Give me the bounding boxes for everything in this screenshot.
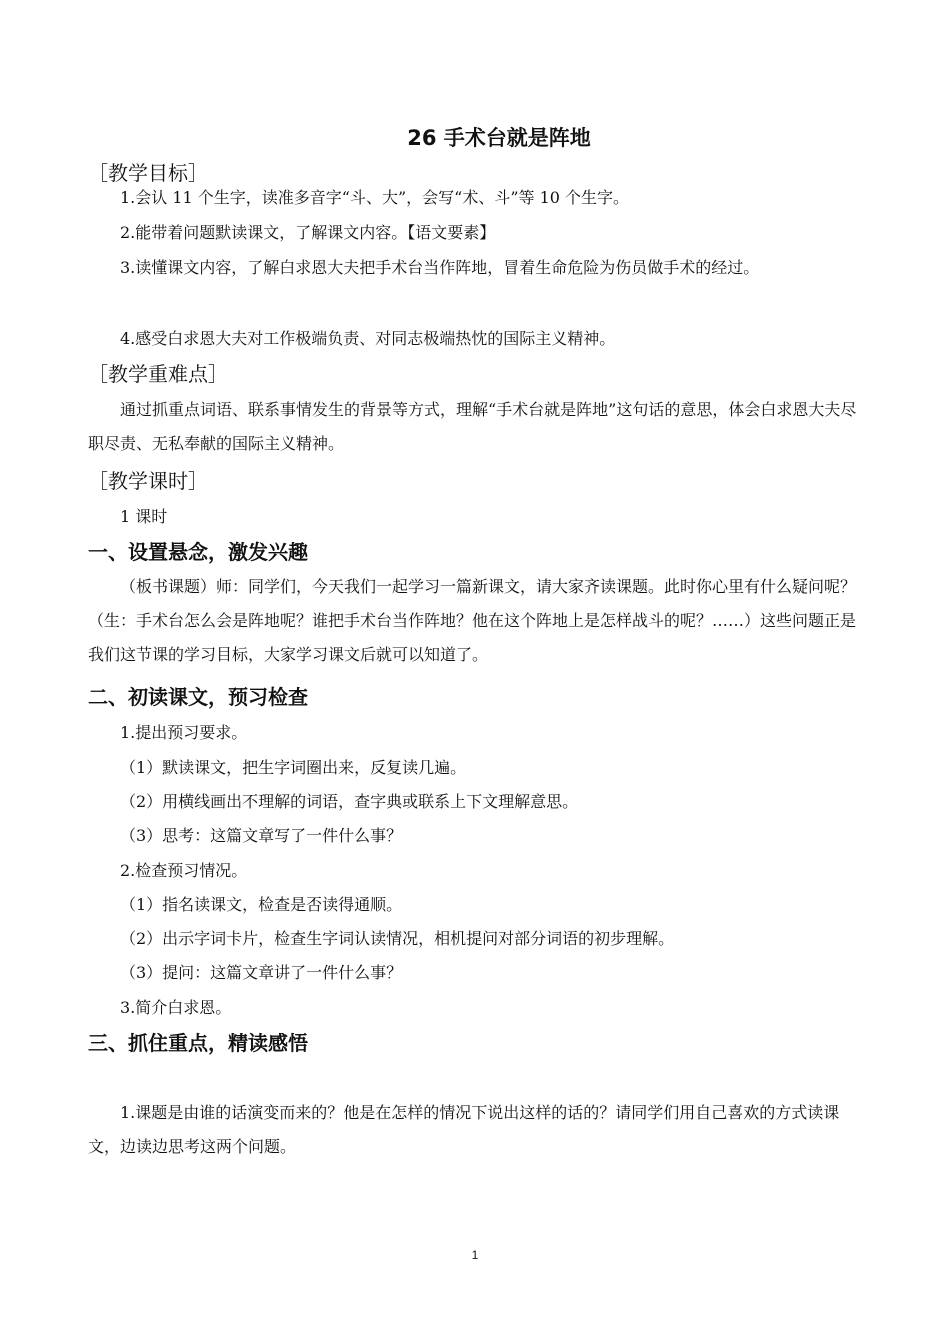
part-1-paragraph: （板书课题）师：同学们，今天我们一起学习一篇新课文，请大家齐读课题。此时你心里有什么疑问呢？（生：手术台怎么会是阵地呢？谁把手术台当作阵地？他在这个阵地上是怎样战斗的呢？……）这些问题正是我们这节课的学习目标，大家学习课文后就可以知道了。 [88,577,857,664]
class-hours-text: 1 课时 [120,507,168,526]
goal-item-2: 2.能带着问题默读课文，了解课文内容。【语文要素】 [120,223,496,242]
heading-part-1: 一、设置悬念，激发兴趣 [88,540,308,564]
part-2-item: 3.简介白求恩。 [120,998,232,1017]
heading-part-2: 二、初读课文，预习检查 [88,685,308,709]
goal-item-1: 1.会认 11 个生字，读准多音字“斗、大”，会写“术、斗”等 10 个生字。 [120,188,630,207]
part-2-item: （2）出示字词卡片，检查生字词认读情况，相机提问对部分词语的初步理解。 [120,929,675,948]
document-title: 26 手术台就是阵地 [407,126,591,150]
keypoints-paragraph: 通过抓重点词语、联系事情发生的背景等方式，理解“手术台就是阵地”这句话的意思，体会白求恩大夫尽职尽责、无私奉献的国际主义精神。 [88,400,857,453]
part-2-item: （1）指名读课文，检查是否读得通顺。 [120,895,403,914]
part-2-item: （1）默读课文，把生字词圈出来，反复读几遍。 [120,758,467,777]
page-number: 1 [471,1248,479,1262]
part-2-item: 2.检查预习情况。 [120,861,248,880]
heading-teaching-goals: ［教学目标］ [88,161,208,185]
heading-key-difficult-points: ［教学重难点］ [88,362,228,386]
part-3-paragraph: 1.课题是由谁的话演变而来的？他是在怎样的情况下说出这样的话的？请同学们用自己喜欢的方式读课文，边读边思考这两个问题。 [88,1103,840,1156]
part-2-item: 1.提出预习要求。 [120,723,248,742]
part-2-item: （3）提问：这篇文章讲了一件什么事？ [120,963,403,982]
goal-item-3: 3.读懂课文内容，了解白求恩大夫把手术台当作阵地，冒着生命危险为伤员做手术的经过。 [120,258,760,277]
part-2-item: （2）用横线画出不理解的词语，查字典或联系上下文理解意思。 [120,792,579,811]
part-2-item: （3）思考：这篇文章写了一件什么事？ [120,826,403,845]
goal-item-4: 4.感受白求恩大夫对工作极端负责、对同志极端热忱的国际主义精神。 [120,329,616,348]
heading-class-hours: ［教学课时］ [88,469,208,493]
heading-part-3: 三、抓住重点，精读感悟 [88,1031,308,1055]
